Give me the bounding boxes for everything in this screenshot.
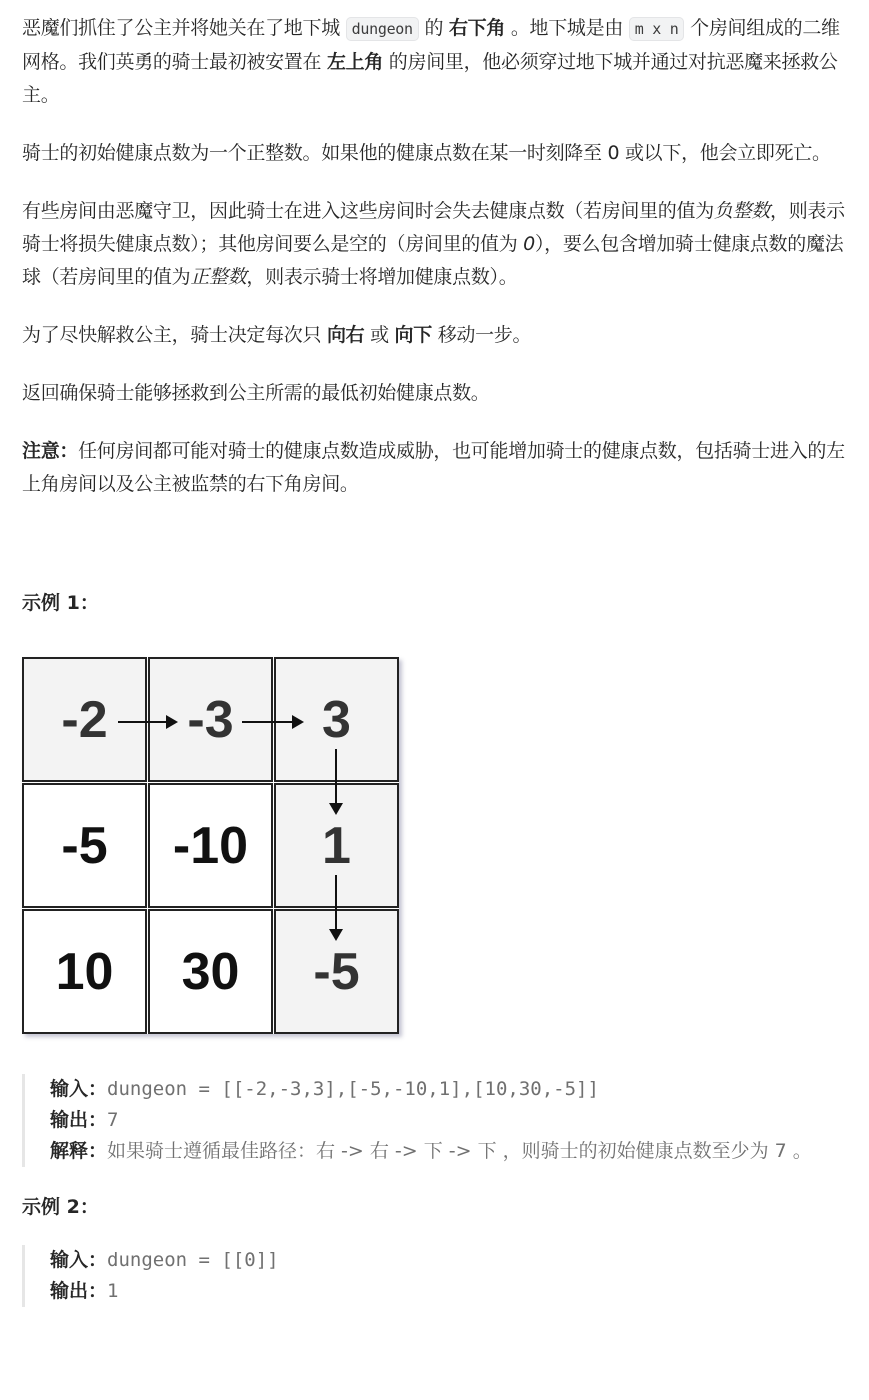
grid-cell: -3 — [148, 657, 273, 782]
paragraph-rooms: 有些房间由恶魔守卫，因此骑士在进入这些房间时会失去健康点数（若房间里的值为负整数，则表示骑士将损失健康点数）；其他房间要么是空的（房间里的值为 0），要么包含增加骑士健康点数的魔法球（若房间里的值为正整数，则表示骑士将增加健康点数）。 — [22, 200, 845, 288]
paragraph-intro: 恶魔们抓住了公主并将她关在了地下城 dungeon 的 右下角 。地下城是由 m x n 个房间组成的二维网格。我们英勇的骑士最初被安置在 左上角 的房间里，他必须穿过地下城并通过对抗恶魔来拯救公主。 — [22, 17, 840, 106]
arrow-down-icon — [335, 749, 337, 813]
example-1-output: 输出：7 — [50, 1109, 119, 1131]
paragraph-movement: 为了尽快解救公主，骑士决定每次只 向右 或 向下 移动一步。 — [22, 324, 532, 346]
inline-code-dungeon: dungeon — [346, 17, 419, 41]
example-1-input: 输入：dungeon = [[-2,-3,3],[-5,-10,1],[10,30,-5]] — [50, 1078, 599, 1100]
inline-code-mxn: m x n — [629, 17, 685, 41]
example-2-input: 输入：dungeon = [[0]] — [50, 1249, 279, 1271]
grid-cell: 10 — [22, 909, 147, 1034]
grid-cell: -2 — [22, 657, 147, 782]
arrow-right-icon — [118, 721, 176, 723]
example-1-block — [22, 1074, 847, 1167]
example-2-title: 示例 2： — [22, 1196, 99, 1218]
grid-cell: 3 — [274, 657, 399, 782]
arrow-right-icon — [242, 721, 302, 723]
grid-cell: -5 — [274, 909, 399, 1034]
example-2-output: 输出：1 — [50, 1280, 119, 1302]
paragraph-note: 注意：任何房间都可能对骑士的健康点数造成威胁，也可能增加骑士的健康点数，包括骑士进入的左上角房间以及公主被监禁的右下角房间。 — [22, 440, 845, 495]
arrow-down-icon — [335, 875, 337, 939]
grid-cell: 1 — [274, 783, 399, 908]
grid-cell: 30 — [148, 909, 273, 1034]
bold-bottom-right: 右下角 — [448, 17, 506, 39]
grid-cell: -10 — [148, 783, 273, 908]
bold-top-left: 左上角 — [326, 51, 384, 73]
example-1-title: 示例 1： — [22, 592, 99, 614]
example-1-explanation: 解释：如果骑士遵循最佳路径：右 -> 右 -> 下 -> 下 ，则骑士的初始健康点数至少为 7 。 — [50, 1140, 812, 1162]
example-2-block — [22, 1245, 847, 1307]
dungeon-grid-figure — [22, 657, 399, 1034]
paragraph-health: 骑士的初始健康点数为一个正整数。如果他的健康点数在某一时刻降至 0 或以下，他会立即死亡。 — [22, 142, 831, 164]
grid-cell: -5 — [22, 783, 147, 908]
paragraph-return: 返回确保骑士能够拯救到公主所需的最低初始健康点数。 — [22, 382, 490, 404]
